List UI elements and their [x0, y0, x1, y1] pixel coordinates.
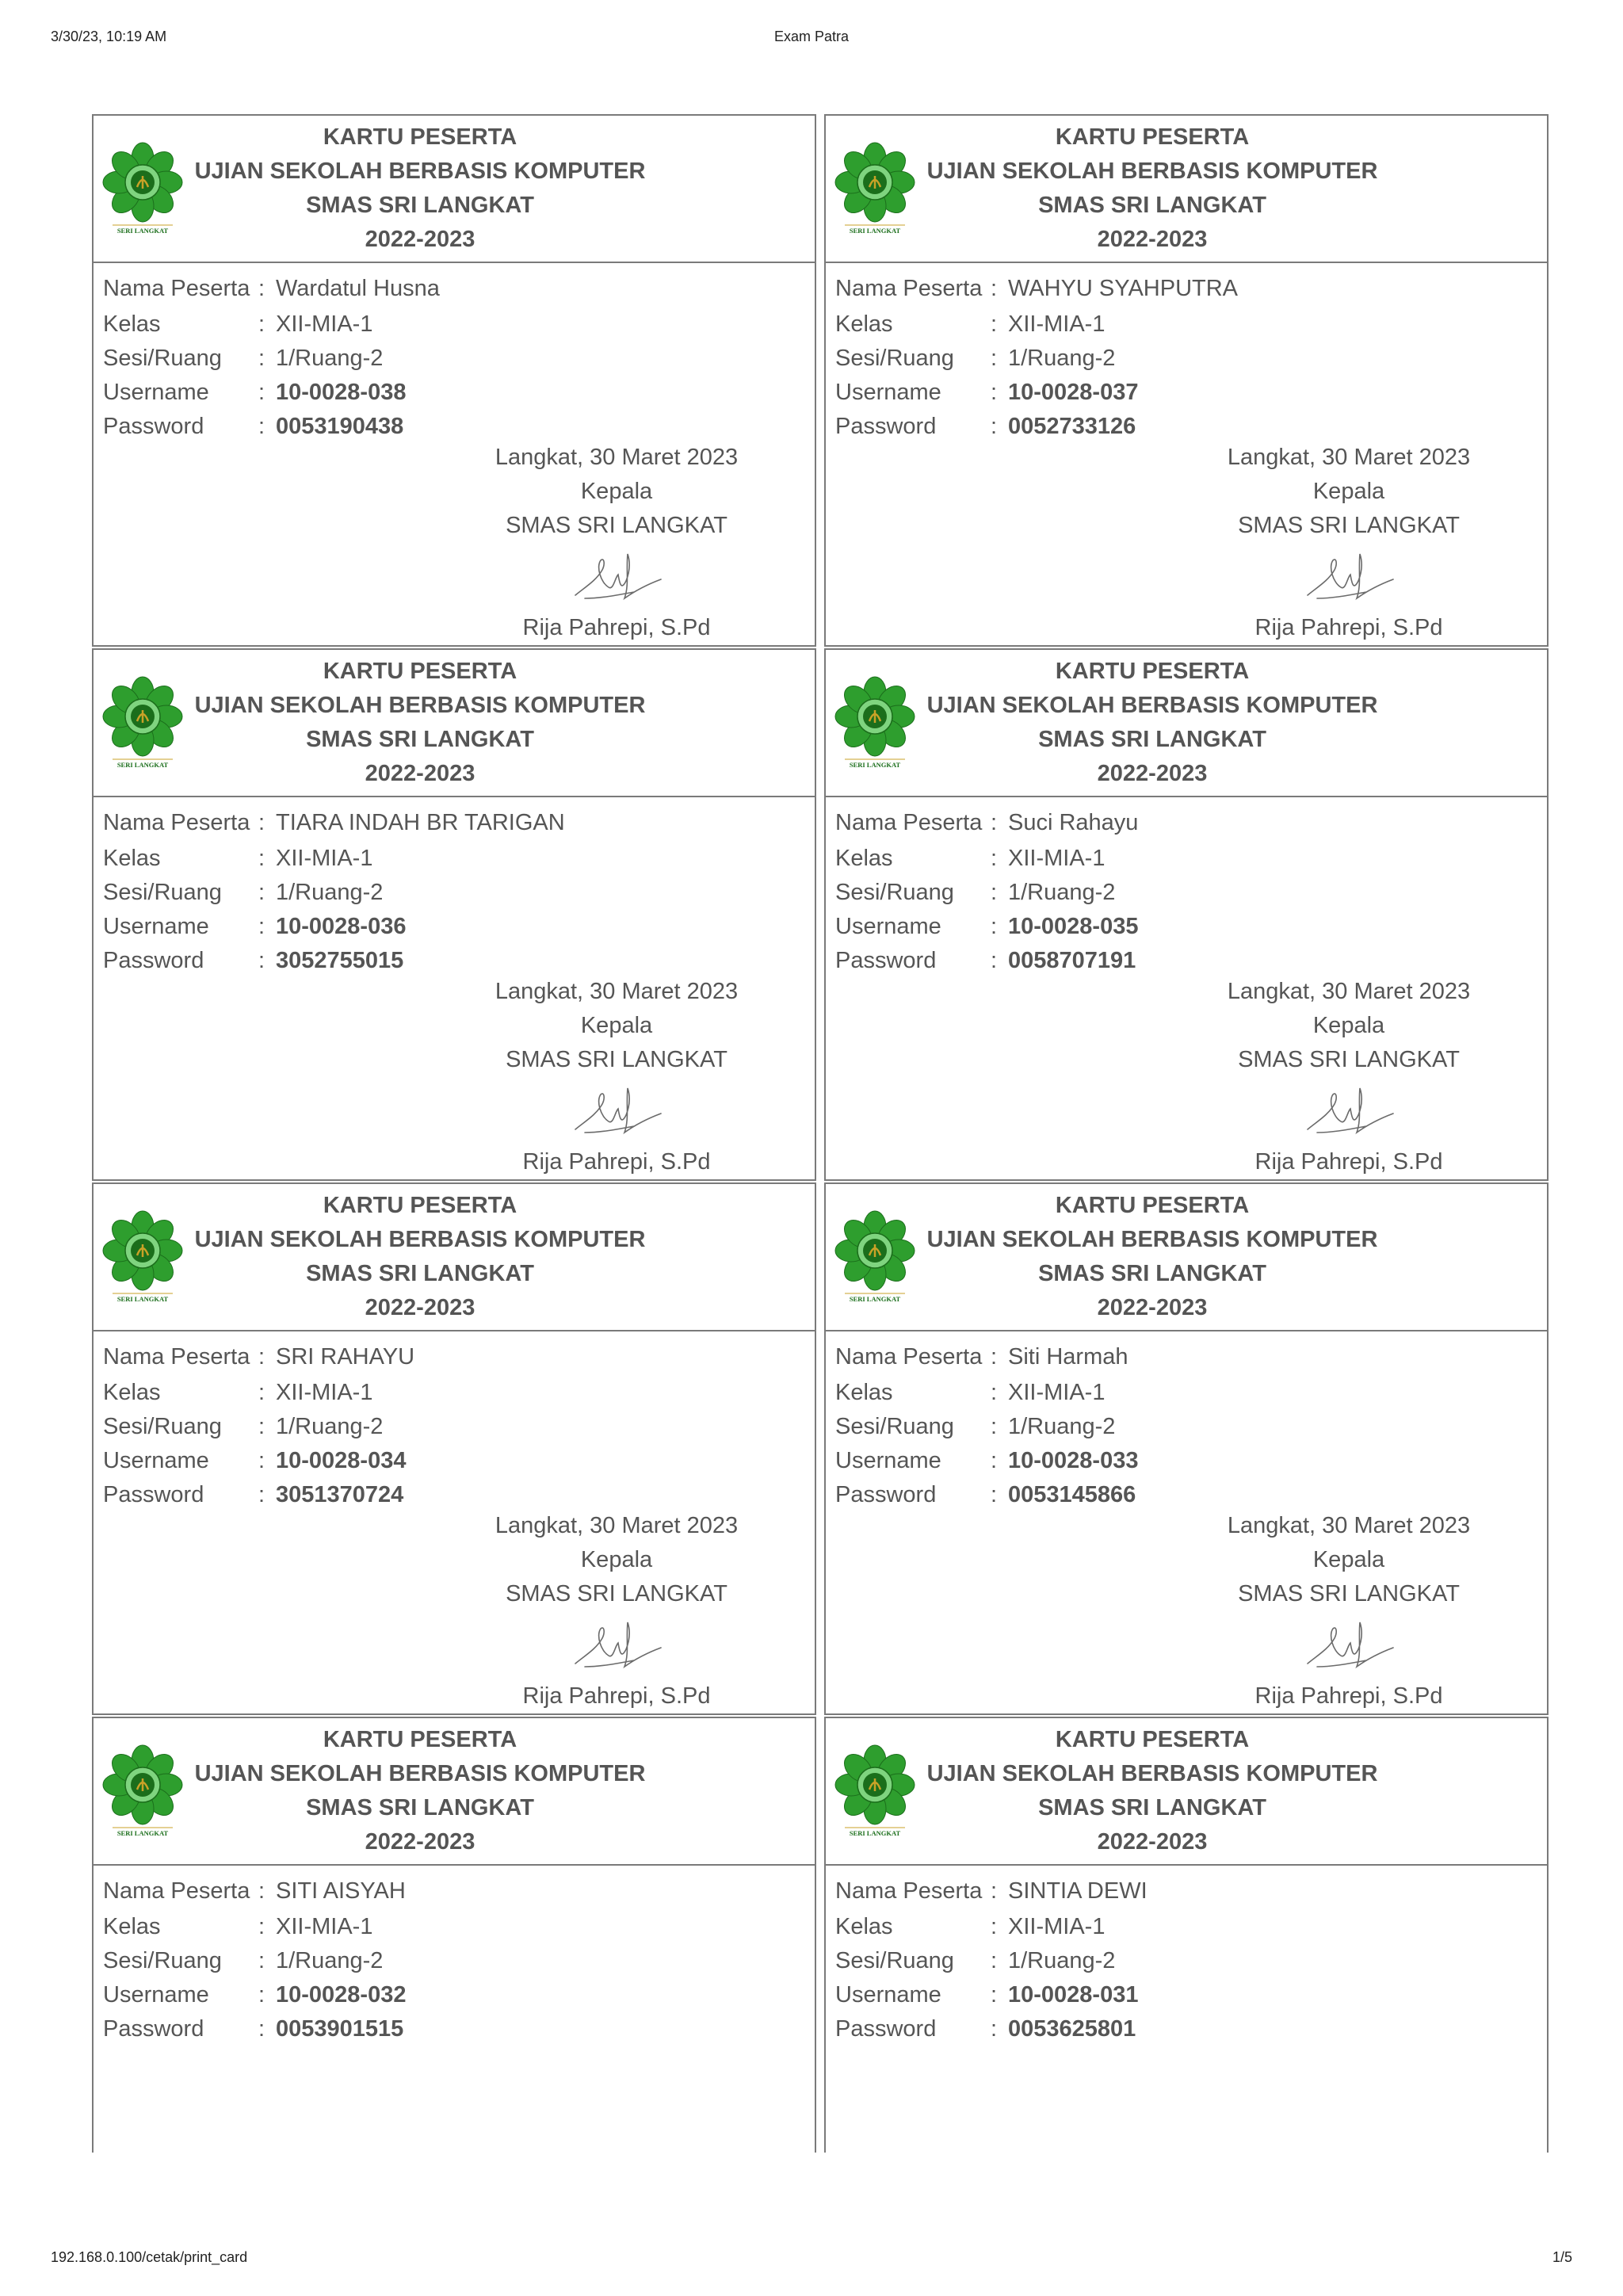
participant-info [826, 263, 1547, 444]
username-label: Username [103, 914, 209, 939]
sesi-label: Sesi/Ruang [103, 880, 222, 905]
participant-name: Wardatul Husna [276, 276, 440, 301]
card-title: KARTU PESERTA [323, 659, 517, 684]
participant-username: 10-0028-033 [1008, 1448, 1139, 1473]
colon: : [258, 276, 265, 301]
sign-role: Kepala [1312, 479, 1385, 504]
participant-kelas: XII-MIA-1 [1008, 1380, 1106, 1405]
school-name: SMAS SRI LANGKAT [1038, 727, 1266, 752]
colon: : [991, 1878, 998, 1904]
colon: : [258, 346, 265, 371]
school-year: 2022-2023 [1097, 761, 1208, 786]
info-row-password [103, 944, 815, 978]
participant-name: Suci Rahayu [1008, 810, 1139, 835]
exam-name: UJIAN SEKOLAH BERBASIS KOMPUTER [926, 1227, 1378, 1252]
signature-block [1182, 975, 1515, 1179]
username-label: Username [835, 1448, 941, 1473]
participant-kelas: XII-MIA-1 [1008, 1914, 1106, 1939]
sign-role: Kepala [580, 1547, 653, 1572]
sign-signer-name: Rija Pahrepi, S.Pd [1254, 1683, 1443, 1709]
kelas-label: Kelas [103, 846, 161, 871]
svg-text:SERI LANGKAT: SERI LANGKAT [849, 1295, 901, 1303]
card-title-block [94, 655, 815, 791]
info-row-username [835, 1978, 1547, 2012]
sign-place-date: Langkat, 30 Maret 2023 [1227, 445, 1471, 470]
participant-name: Siti Harmah [1008, 1344, 1128, 1370]
info-row-kelas [835, 842, 1547, 876]
participant-info [826, 1331, 1547, 1512]
colon: : [991, 846, 998, 871]
exam-name: UJIAN SEKOLAH BERBASIS KOMPUTER [926, 1761, 1378, 1786]
sign-role: Kepala [1312, 1013, 1385, 1038]
card-title: KARTU PESERTA [323, 124, 517, 150]
signature-icon [1301, 1614, 1396, 1678]
password-label: Password [103, 2016, 204, 2042]
kelas-label: Kelas [103, 1380, 161, 1405]
sesi-label: Sesi/Ruang [835, 346, 954, 371]
colon: : [991, 1344, 998, 1370]
school-year: 2022-2023 [1097, 1295, 1208, 1320]
info-row-sesi [103, 876, 815, 910]
name-label: Nama Peserta [835, 810, 983, 835]
colon: : [991, 1982, 998, 2008]
participant-info [94, 1331, 815, 1512]
colon: : [991, 880, 998, 905]
participant-password: 3052755015 [276, 948, 404, 973]
participant-password: 0058707191 [1008, 948, 1136, 973]
svg-text:SERI LANGKAT: SERI LANGKAT [849, 761, 901, 769]
sign-signer-name: Rija Pahrepi, S.Pd [522, 1149, 711, 1175]
card-header [94, 650, 815, 797]
sign-place-date: Langkat, 30 Maret 2023 [1227, 1513, 1471, 1538]
sign-place-date: Langkat, 30 Maret 2023 [495, 1513, 739, 1538]
exam-card [824, 648, 1549, 1181]
info-row-name [103, 807, 815, 842]
colon: : [258, 1414, 265, 1439]
username-label: Username [835, 380, 941, 405]
card-title: KARTU PESERTA [1055, 124, 1250, 150]
name-label: Nama Peserta [835, 1878, 983, 1904]
password-label: Password [103, 414, 204, 439]
sesi-label: Sesi/Ruang [835, 1414, 954, 1439]
participant-name: TIARA INDAH BR TARIGAN [276, 810, 565, 835]
participant-password: 3051370724 [276, 1482, 404, 1507]
sign-signer-name: Rija Pahrepi, S.Pd [522, 1683, 711, 1709]
signature-image [450, 1080, 783, 1144]
school-year: 2022-2023 [365, 761, 475, 786]
colon: : [991, 1414, 998, 1439]
colon: : [258, 414, 265, 439]
card-header [826, 650, 1547, 797]
sign-school: SMAS SRI LANGKAT [1238, 513, 1460, 538]
info-row-kelas [103, 842, 815, 876]
password-label: Password [103, 1482, 204, 1507]
participant-sesi: 1/Ruang-2 [276, 346, 384, 371]
info-row-kelas [103, 308, 815, 342]
colon: : [991, 414, 998, 439]
print-footer [51, 2249, 1572, 2268]
card-title: KARTU PESERTA [1055, 1193, 1250, 1218]
participant-sesi: 1/Ruang-2 [276, 1948, 384, 1973]
info-row-username [835, 376, 1547, 410]
info-row-sesi [103, 342, 815, 376]
colon: : [991, 1448, 998, 1473]
info-row-sesi [835, 342, 1547, 376]
participant-name: SRI RAHAYU [276, 1344, 415, 1370]
card-header [94, 1718, 815, 1866]
sign-role: Kepala [580, 1013, 653, 1038]
exam-card [824, 1182, 1549, 1715]
sign-signer-name: Rija Pahrepi, S.Pd [1254, 1149, 1443, 1175]
participant-password: 0053625801 [1008, 2016, 1136, 2042]
school-name: SMAS SRI LANGKAT [1038, 1795, 1266, 1820]
signature-icon [569, 1614, 664, 1678]
colon: : [258, 880, 265, 905]
svg-text:SERI LANGKAT: SERI LANGKAT [116, 227, 169, 235]
participant-name: SITI AISYAH [276, 1878, 406, 1904]
colon: : [258, 1344, 265, 1370]
sign-school: SMAS SRI LANGKAT [506, 1581, 727, 1606]
sign-role: Kepala [1312, 1547, 1385, 1572]
participant-username: 10-0028-037 [1008, 380, 1139, 405]
exam-card [92, 648, 816, 1181]
signature-block [450, 975, 783, 1179]
signature-icon [569, 546, 664, 609]
card-title-block [826, 655, 1547, 791]
password-label: Password [835, 2016, 937, 2042]
info-row-kelas [103, 1376, 815, 1410]
colon: : [258, 810, 265, 835]
card-title-block [826, 120, 1547, 257]
colon: : [991, 1380, 998, 1405]
school-name: SMAS SRI LANGKAT [1038, 1261, 1266, 1286]
username-label: Username [103, 1448, 209, 1473]
colon: : [258, 1982, 265, 2008]
info-row-sesi [103, 1410, 815, 1444]
school-name: SMAS SRI LANGKAT [306, 1795, 534, 1820]
colon: : [258, 311, 265, 337]
participant-username: 10-0028-032 [276, 1982, 407, 2008]
info-row-name [103, 273, 815, 308]
kelas-label: Kelas [835, 311, 893, 337]
exam-card [824, 114, 1549, 647]
signature-image [1182, 1614, 1515, 1678]
participant-sesi: 1/Ruang-2 [1008, 880, 1116, 905]
exam-name: UJIAN SEKOLAH BERBASIS KOMPUTER [194, 159, 646, 184]
info-row-password [103, 1478, 815, 1512]
participant-sesi: 1/Ruang-2 [1008, 1948, 1116, 1973]
colon: : [258, 1878, 265, 1904]
participant-kelas: XII-MIA-1 [1008, 846, 1106, 871]
info-row-password [835, 410, 1547, 444]
info-row-kelas [835, 1910, 1547, 1944]
card-title: KARTU PESERTA [1055, 659, 1250, 684]
card-header [94, 1184, 815, 1331]
exam-name: UJIAN SEKOLAH BERBASIS KOMPUTER [926, 159, 1378, 184]
card-title: KARTU PESERTA [1055, 1727, 1250, 1752]
colon: : [258, 1914, 265, 1939]
sign-school: SMAS SRI LANGKAT [506, 1047, 727, 1072]
info-row-password [103, 410, 815, 444]
participant-sesi: 1/Ruang-2 [1008, 346, 1116, 371]
password-label: Password [835, 948, 937, 973]
participant-password: 0053145866 [1008, 1482, 1136, 1507]
print-header [51, 29, 1572, 48]
info-row-username [835, 1444, 1547, 1478]
svg-text:SERI LANGKAT: SERI LANGKAT [116, 761, 169, 769]
exam-name: UJIAN SEKOLAH BERBASIS KOMPUTER [194, 693, 646, 718]
signature-block [450, 441, 783, 645]
name-label: Nama Peserta [835, 276, 983, 301]
info-row-username [103, 910, 815, 944]
kelas-label: Kelas [835, 1914, 893, 1939]
info-row-name [835, 273, 1547, 308]
participant-password: 0052733126 [1008, 414, 1136, 439]
info-row-username [835, 910, 1547, 944]
signature-block [450, 1509, 783, 1713]
school-name: SMAS SRI LANGKAT [1038, 193, 1266, 218]
card-title-block [826, 1189, 1547, 1325]
participant-username: 10-0028-038 [276, 380, 407, 405]
kelas-label: Kelas [835, 846, 893, 871]
participant-kelas: XII-MIA-1 [276, 311, 373, 337]
card-header [826, 1718, 1547, 1866]
info-row-name [835, 807, 1547, 842]
colon: : [258, 1482, 265, 1507]
participant-username: 10-0028-031 [1008, 1982, 1139, 2008]
kelas-label: Kelas [103, 311, 161, 337]
participant-sesi: 1/Ruang-2 [276, 880, 384, 905]
school-name: SMAS SRI LANGKAT [306, 727, 534, 752]
info-row-sesi [835, 1944, 1547, 1978]
participant-info [826, 797, 1547, 978]
print-datetime: 3/30/23, 10:19 AM [51, 29, 167, 44]
signature-image [1182, 546, 1515, 609]
sesi-label: Sesi/Ruang [835, 1948, 954, 1973]
password-label: Password [103, 948, 204, 973]
colon: : [991, 346, 998, 371]
kelas-label: Kelas [103, 1914, 161, 1939]
signature-block [1182, 1509, 1515, 1713]
sign-place-date: Langkat, 30 Maret 2023 [1227, 979, 1471, 1004]
signature-image [450, 1614, 783, 1678]
card-title-block [94, 1723, 815, 1859]
colon: : [991, 276, 998, 301]
card-header [826, 1184, 1547, 1331]
sign-role: Kepala [580, 479, 653, 504]
participant-username: 10-0028-034 [276, 1448, 407, 1473]
signature-icon [1301, 546, 1396, 609]
colon: : [258, 914, 265, 939]
sign-school: SMAS SRI LANGKAT [506, 513, 727, 538]
sesi-label: Sesi/Ruang [835, 880, 954, 905]
svg-text:SERI LANGKAT: SERI LANGKAT [116, 1295, 169, 1303]
info-row-username [103, 1978, 815, 2012]
name-label: Nama Peserta [103, 810, 250, 835]
sign-signer-name: Rija Pahrepi, S.Pd [1254, 615, 1443, 640]
colon: : [991, 1914, 998, 1939]
card-title-block [94, 120, 815, 257]
colon: : [991, 1948, 998, 1973]
colon: : [258, 380, 265, 405]
participant-kelas: XII-MIA-1 [1008, 311, 1106, 337]
colon: : [991, 311, 998, 337]
info-row-username [103, 376, 815, 410]
info-row-name [835, 1341, 1547, 1376]
signature-image [1182, 1080, 1515, 1144]
colon: : [991, 810, 998, 835]
info-row-sesi [835, 876, 1547, 910]
participant-info [94, 797, 815, 978]
sign-place-date: Langkat, 30 Maret 2023 [495, 445, 739, 470]
info-row-kelas [103, 1910, 815, 1944]
print-url: 192.168.0.100/cetak/print_card [51, 2249, 248, 2265]
participant-password: 0053901515 [276, 2016, 404, 2042]
name-label: Nama Peserta [835, 1344, 983, 1370]
page-number: 1/5 [1552, 2249, 1572, 2265]
info-row-sesi [835, 1410, 1547, 1444]
school-year: 2022-2023 [365, 1295, 475, 1320]
school-name: SMAS SRI LANGKAT [306, 1261, 534, 1286]
info-row-password [835, 1478, 1547, 1512]
exam-card [92, 1717, 816, 2153]
sesi-label: Sesi/Ruang [103, 346, 222, 371]
info-row-password [103, 2012, 815, 2046]
sign-signer-name: Rija Pahrepi, S.Pd [522, 615, 711, 640]
exam-name: UJIAN SEKOLAH BERBASIS KOMPUTER [194, 1761, 646, 1786]
participant-name: WAHYU SYAHPUTRA [1008, 276, 1239, 301]
colon: : [258, 948, 265, 973]
participant-sesi: 1/Ruang-2 [1008, 1414, 1116, 1439]
svg-text:SERI LANGKAT: SERI LANGKAT [116, 1829, 169, 1837]
signature-icon [1301, 1080, 1396, 1144]
school-name: SMAS SRI LANGKAT [306, 193, 534, 218]
kelas-label: Kelas [835, 1380, 893, 1405]
colon: : [991, 914, 998, 939]
colon: : [258, 1380, 265, 1405]
participant-password: 0053190438 [276, 414, 404, 439]
school-year: 2022-2023 [1097, 227, 1208, 252]
participant-username: 10-0028-036 [276, 914, 407, 939]
sign-school: SMAS SRI LANGKAT [1238, 1047, 1460, 1072]
exam-card [92, 114, 816, 647]
sign-place-date: Langkat, 30 Maret 2023 [495, 979, 739, 1004]
colon: : [991, 948, 998, 973]
colon: : [258, 1948, 265, 1973]
username-label: Username [103, 1982, 209, 2008]
colon: : [258, 1448, 265, 1473]
info-row-username [103, 1444, 815, 1478]
info-row-password [835, 2012, 1547, 2046]
participant-info [826, 1866, 1547, 2046]
signature-block [1182, 441, 1515, 645]
participant-info [94, 1866, 815, 2046]
card-header [826, 116, 1547, 263]
password-label: Password [835, 1482, 937, 1507]
school-year: 2022-2023 [365, 1829, 475, 1855]
name-label: Nama Peserta [103, 1344, 250, 1370]
exam-card [824, 1717, 1549, 2153]
colon: : [991, 1482, 998, 1507]
signature-icon [569, 1080, 664, 1144]
participant-name: SINTIA DEWI [1008, 1878, 1148, 1904]
name-label: Nama Peserta [103, 276, 250, 301]
username-label: Username [835, 1982, 941, 2008]
username-label: Username [103, 380, 209, 405]
card-title-block [826, 1723, 1547, 1859]
colon: : [258, 2016, 265, 2042]
card-header [94, 116, 815, 263]
info-row-name [103, 1341, 815, 1376]
participant-kelas: XII-MIA-1 [276, 1914, 373, 1939]
colon: : [991, 2016, 998, 2042]
card-title-block [94, 1189, 815, 1325]
participant-kelas: XII-MIA-1 [276, 1380, 373, 1405]
info-row-password [835, 944, 1547, 978]
exam-name: UJIAN SEKOLAH BERBASIS KOMPUTER [194, 1227, 646, 1252]
participant-kelas: XII-MIA-1 [276, 846, 373, 871]
info-row-kelas [835, 1376, 1547, 1410]
colon: : [991, 380, 998, 405]
card-title: KARTU PESERTA [323, 1727, 517, 1752]
school-year: 2022-2023 [1097, 1829, 1208, 1855]
sesi-label: Sesi/Ruang [103, 1414, 222, 1439]
exam-name: UJIAN SEKOLAH BERBASIS KOMPUTER [926, 693, 1378, 718]
participant-username: 10-0028-035 [1008, 914, 1139, 939]
svg-text:SERI LANGKAT: SERI LANGKAT [849, 227, 901, 235]
participant-sesi: 1/Ruang-2 [276, 1414, 384, 1439]
school-year: 2022-2023 [365, 227, 475, 252]
sign-school: SMAS SRI LANGKAT [1238, 1581, 1460, 1606]
svg-text:SERI LANGKAT: SERI LANGKAT [849, 1829, 901, 1837]
exam-card [92, 1182, 816, 1715]
info-row-name [103, 1875, 815, 1910]
username-label: Username [835, 914, 941, 939]
colon: : [258, 846, 265, 871]
participant-info [94, 263, 815, 444]
name-label: Nama Peserta [103, 1878, 250, 1904]
sesi-label: Sesi/Ruang [103, 1948, 222, 1973]
password-label: Password [835, 414, 937, 439]
print-title: Exam Patra [773, 29, 850, 44]
signature-image [450, 546, 783, 609]
info-row-kelas [835, 308, 1547, 342]
info-row-sesi [103, 1944, 815, 1978]
card-title: KARTU PESERTA [323, 1193, 517, 1218]
info-row-name [835, 1875, 1547, 1910]
